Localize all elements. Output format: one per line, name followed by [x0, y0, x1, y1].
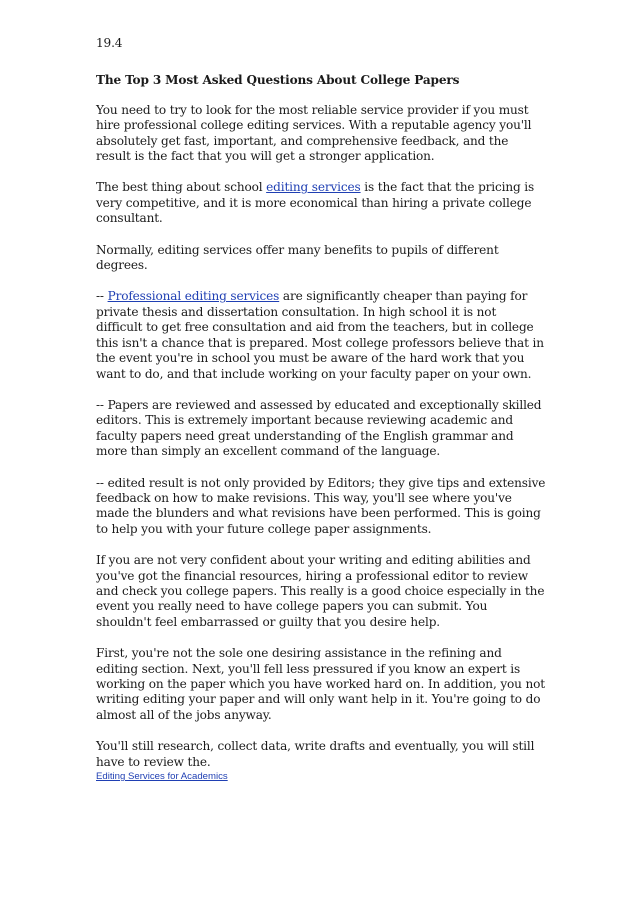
professional-editing-services-link[interactable]: Professional editing services [107, 289, 280, 304]
paragraph-9: You'll still research, collect data, write drafts and eventually, you will still have to review the. [96, 739, 535, 769]
paragraph-5: -- Papers are reviewed and assessed by educated and exceptionally skilled editors. This is extremely important because reviewing academic and faculty papers need great understanding of the English grammar and more than simply an excellent command of the language. [96, 397, 542, 459]
article-heading: The Top 3 Most Asked Questions About College Papers [96, 73, 460, 88]
paragraph-4-text-after: are significantly cheaper than paying for private thesis and dissertation consultation. In high school it is not difficult to get free consultation and aid from the teachers, but in college this isn't a chance that is prepared. Most college professors believe that in the event you're in school you must be aware of the hard work that you want to do, and that include working on your faculty paper on your own. [96, 289, 544, 381]
paragraph-4-text-before: -- [96, 289, 108, 304]
footer-editing-services-link[interactable]: Editing Services for Academics [96, 771, 228, 783]
paragraph-1: You need to try to look for the most reliable service provider if you must hire professional college editing services. With a reputable agency you'll absolutely get fast, important, and comprehensive feedback, and the result is the fact that you will get a stronger application. [96, 102, 532, 164]
paragraph-7: If you are not very confident about your writing and editing abilities and you've got the financial resources, hiring a professional editor to review and check you college papers. This really is a good choice especially in the event you really need to have college papers you can submit. You shouldn't feel embarrassed or guilty that you desire help. [96, 553, 545, 629]
paragraph-4 [96, 289, 546, 381]
paragraph-2-text-before: The best thing about school [96, 180, 267, 195]
page-number: 19.4 [96, 36, 123, 50]
paragraph-8: First, you're not the sole one desiring assistance in the refining and editing section. Next, you'll fell less pressured if you know an expert is working on the paper which you have worked hard on. In addition, you not writing editing your paper and will only want help in it. You're going to do almost all of the jobs anyway. [96, 646, 545, 722]
editing-services-link[interactable]: editing services [266, 180, 361, 195]
paragraph-2-text-after: is the fact that the pricing is very competitive, and it is more economical than hiring a private college consultant. [96, 180, 535, 226]
paragraph-6: -- edited result is not only provided by Editors; they give tips and extensive feedback on how to make revisions. This way, you'll see where you've made the blunders and what revisions have been performed. This is going to help you with your future college paper assignments. [96, 475, 546, 536]
document-page [96, 36, 546, 783]
paragraph-2 [96, 180, 546, 226]
paragraph-3: Normally, editing services offer many benefits to pupils of different degrees. [96, 242, 499, 273]
